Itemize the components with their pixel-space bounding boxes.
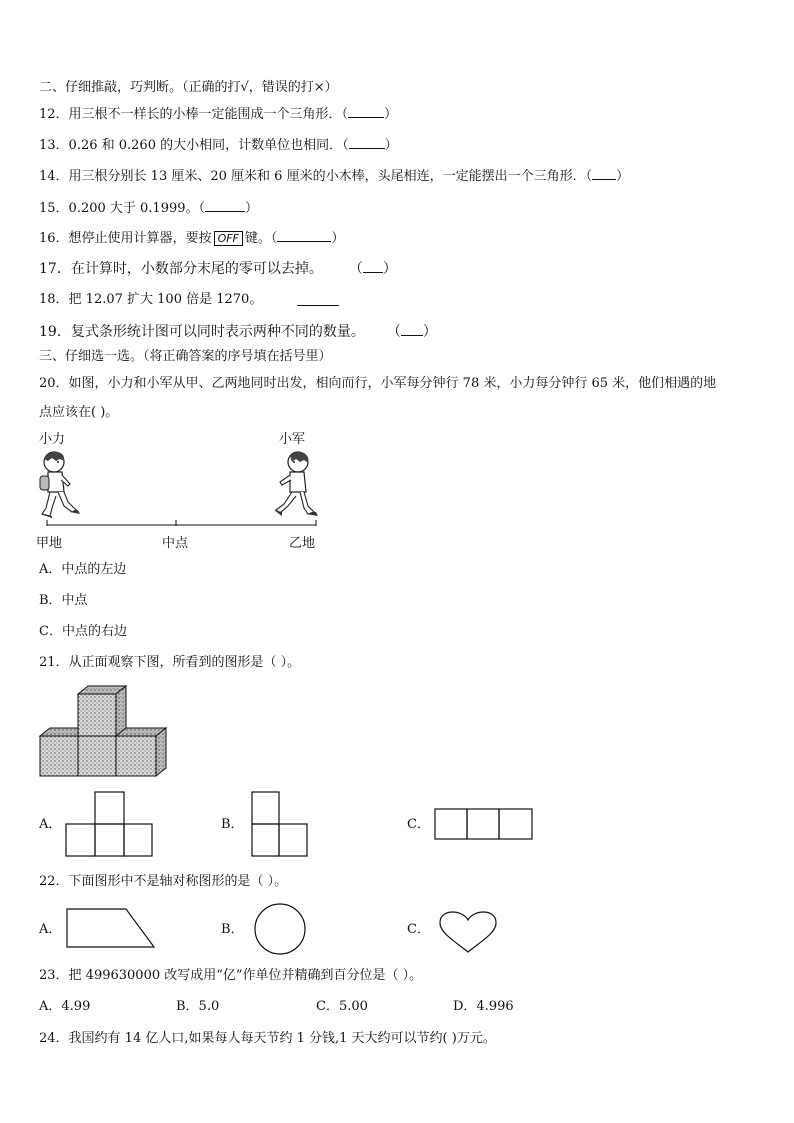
q18-answer-blank[interactable]	[297, 292, 339, 306]
q21-option-a-shape[interactable]	[64, 791, 154, 857]
question-13	[39, 136, 398, 154]
q18-text: 把 12.07 扩大 100 倍是 1270。	[68, 292, 263, 307]
question-17	[39, 260, 397, 277]
q19-text: 复式条形统计图可以同时表示两种不同的数量。	[70, 324, 365, 340]
stacked-cubes-figure	[38, 684, 172, 778]
q20-option-b[interactable]: B．中点	[39, 593, 88, 608]
q16-number: 16．	[39, 231, 69, 246]
q13-paren-close: ）	[384, 138, 398, 153]
q17-text: 在计算时，小数部分末尾的零可以去掉。	[70, 261, 323, 277]
q15-number: 15．	[39, 201, 69, 216]
q23-option-b[interactable]: B．5.0	[176, 999, 220, 1014]
q22-option-a-label[interactable]: A．	[39, 922, 62, 937]
off-key-icon: OFF	[214, 231, 243, 246]
q21-option-a-label[interactable]: A．	[39, 817, 62, 832]
q22-text: 22．下面图形中不是轴对称图形的是（ ）。	[39, 874, 288, 889]
q20-option-a[interactable]: A．中点的左边	[39, 562, 127, 577]
q18-number: 18．	[39, 292, 69, 307]
q15-answer-blank[interactable]	[205, 199, 245, 212]
q23-text: 23．把 499630000 改写成用“亿”作单位并精确到百分位是（ ）。	[39, 968, 423, 983]
q12-answer-blank[interactable]	[348, 105, 384, 118]
q23-option-a[interactable]: A．4.99	[39, 999, 91, 1014]
q15-text: 0.200 大于 0.1999。	[68, 201, 199, 216]
question-19	[39, 323, 437, 340]
end-point-label: 乙地	[289, 536, 316, 551]
q14-answer-blank[interactable]	[592, 167, 616, 180]
question-12	[39, 105, 397, 123]
xiaojun-label: 小军	[279, 432, 306, 447]
start-point-label: 甲地	[36, 536, 63, 551]
q14-paren-open: （	[585, 169, 593, 184]
q14-paren-close: ）	[616, 169, 630, 184]
q20-text-line2: 点应该在( )。	[39, 405, 119, 420]
q19-paren-open: （	[386, 324, 401, 340]
q19-number: 19．	[39, 324, 71, 340]
q15-paren-close: ）	[245, 201, 259, 216]
q19-paren-close: ）	[422, 324, 437, 340]
question-15	[39, 199, 258, 217]
q12-paren-close: ）	[384, 107, 398, 122]
q21-option-b-label[interactable]: B．	[221, 817, 244, 832]
q21-text: 21．从正面观察下图，所看到的图形是（ ）。	[39, 655, 301, 670]
q20-option-c[interactable]: C．中点的右边	[39, 624, 127, 639]
q14-number: 14．	[39, 169, 69, 184]
xiaoli-label: 小力	[39, 432, 66, 447]
q23-option-c[interactable]: C．5.00	[316, 999, 368, 1014]
q17-number: 17．	[39, 261, 71, 277]
q21-option-c-shape[interactable]	[433, 807, 535, 841]
q16-text-before: 想停止使用计算器，要按	[68, 231, 212, 246]
q16-answer-blank[interactable]	[277, 229, 331, 242]
q21-option-b-shape[interactable]	[250, 791, 310, 857]
q24-text: 24．我国约有 14 亿人口,如果每人每天节约 1 分钱,1 天大约可以节约( )万元。	[39, 1031, 496, 1046]
q22-option-b-label[interactable]: B．	[221, 922, 244, 937]
question-16	[39, 229, 344, 247]
q19-answer-blank[interactable]	[401, 323, 423, 336]
q13-number: 13．	[39, 138, 69, 153]
q22-option-c-label[interactable]: C．	[407, 922, 430, 937]
section3-heading: 三、仔细选一选。（将正确答案的序号填在括号里）	[39, 349, 332, 364]
q13-paren-open: （	[342, 138, 349, 153]
q16-paren-open: （	[270, 231, 278, 246]
q17-paren-open: （	[348, 261, 363, 277]
distance-segment	[46, 518, 318, 532]
q21-option-c-label[interactable]: C．	[407, 817, 430, 832]
q14-text: 用三根分别长 13 厘米、20 厘米和 6 厘米的小木棒，头尾相连，一定能摆出一个三角形．	[68, 169, 586, 184]
midpoint-label: 中点	[162, 536, 189, 551]
q13-text: 0.26 和 0.260 的大小相同，计数单位也相同．	[68, 138, 343, 153]
q17-answer-blank[interactable]	[363, 260, 383, 273]
q12-text: 用三根不一样长的小棒一定能围成一个三角形．	[68, 107, 342, 122]
q13-answer-blank[interactable]	[349, 136, 385, 149]
q12-number: 12．	[39, 107, 69, 122]
q23-option-d[interactable]: D．4.996	[453, 999, 514, 1014]
q22-option-b-circle-icon[interactable]	[252, 902, 308, 956]
q16-text-after: 键。	[244, 231, 271, 246]
q15-paren-open: （	[198, 201, 206, 216]
q17-paren-close: ）	[382, 261, 397, 277]
question-14	[39, 167, 629, 185]
q22-option-c-heart-icon[interactable]	[437, 908, 499, 954]
question-18	[39, 292, 262, 308]
q20-text-line1: 20．如图，小力和小军从甲、乙两地同时出发，相向而行，小军每分钟行 78 米，小力每分钟行 65 米，他们相遇的地	[39, 376, 717, 391]
section2-heading: 二、仔细推敲，巧判断。（正确的打√，错误的打×）	[39, 80, 338, 95]
q16-paren-close: ）	[331, 231, 345, 246]
xiaojun-walking-boy-icon	[270, 450, 320, 522]
q22-option-a-trapezoid-icon[interactable]	[64, 906, 158, 950]
q12-paren-open: （	[341, 107, 349, 122]
xiaoli-walking-boy-icon	[34, 450, 84, 522]
